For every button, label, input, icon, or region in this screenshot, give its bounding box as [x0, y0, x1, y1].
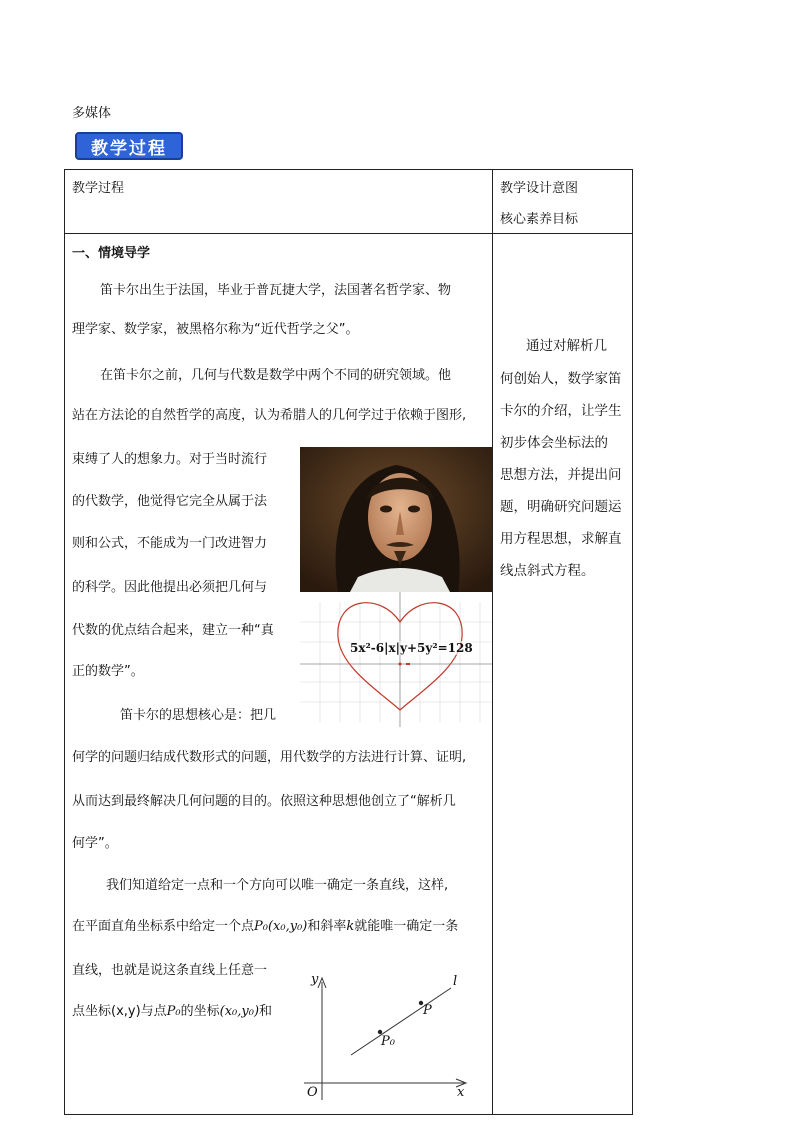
- p2-line4: 的代数学，他觉得它完全从属于法: [72, 494, 268, 509]
- side-line6: 题，明确研究问题运: [500, 499, 622, 515]
- heart-curve-graph: [300, 592, 492, 727]
- p1-line1: 笛卡尔出生于法国，毕业于普瓦捷大学，法国著名哲学家、物: [100, 283, 452, 298]
- p4-line4-text-b: 的坐标: [180, 1004, 220, 1019]
- side-line5: 思想方法，并提出问: [500, 467, 622, 483]
- p4-line4-text-a: 点坐标(x,y)与点: [72, 1004, 167, 1019]
- p3-line1: 笛卡尔的思想核心是：把几: [120, 708, 277, 723]
- p2-line2: 站在方法论的自然哲学的高度，认为希腊人的几何学过于依赖于图形,: [72, 408, 467, 423]
- p2-line6: 的科学。因此他提出必须把几何与: [72, 580, 268, 595]
- p4-line2: [72, 915, 458, 934]
- p4-line2-text-c: 就能唯一确定一条: [354, 919, 459, 934]
- section-title: 一、情境导学: [72, 246, 151, 261]
- p1-line2: 理学家、数学家，被黑格尔称为“近代哲学之父”。: [72, 322, 359, 337]
- slope-k: k: [346, 919, 355, 934]
- y-axis-label: y: [311, 972, 319, 987]
- p4-line1: 我们知道给定一点和一个方向可以唯一确定一条直线，这样,: [106, 878, 449, 893]
- coords-x0-y0: (x₀,y₀): [219, 1004, 260, 1019]
- p2-line8: 正的数学”。: [72, 664, 144, 679]
- side-line3: 卡尔的介绍，让学生: [500, 403, 622, 419]
- p2-line1: 在笛卡尔之前，几何与代数是数学中两个不同的研究领域。他: [100, 368, 452, 383]
- side-line2: 何创始人，数学家笛: [500, 371, 622, 387]
- p2-line7: 代数的优点结合起来，建立一种“真: [72, 623, 274, 638]
- col2-header-line2: 核心素养目标: [500, 212, 579, 227]
- col2-header-line1: 教学设计意图: [500, 181, 579, 196]
- descartes-portrait: [300, 447, 492, 592]
- p2-line3: 束缚了人的想象力。对于当时流行: [72, 452, 268, 467]
- p4-line3: 直线，也就是说这条直线上任意一: [72, 963, 268, 978]
- p3-line2: 何学的问题归结成代数形式的问题，用代数学的方法进行计算、证明,: [72, 750, 467, 765]
- point-p-label: P: [423, 1003, 432, 1018]
- p4-line4-text-c: 和: [259, 1004, 273, 1019]
- point-p0: P₀: [166, 1004, 181, 1019]
- side-line1: 通过对解析几: [526, 338, 607, 354]
- p2-line5: 则和公式，不能成为一门改进智力: [72, 536, 268, 551]
- p3-line4: 何学”。: [72, 836, 118, 851]
- x-axis-label: x: [457, 1085, 465, 1100]
- header-row-divider: [64, 233, 633, 234]
- point-p0-label: P₀: [381, 1034, 395, 1049]
- side-line8: 线点斜式方程。: [500, 563, 595, 579]
- media-label: 多媒体: [72, 106, 112, 121]
- origin-label: O: [307, 1085, 318, 1100]
- line-l: [351, 988, 451, 1055]
- heart-equation: 5x²-6|x|y+5y²=128: [350, 641, 473, 655]
- side-line4: 初步体会坐标法的: [500, 435, 608, 451]
- point-p0-coords: P₀(x₀,y₀): [254, 919, 308, 934]
- p3-line3: 从而达到最终解决几何问题的目的。依照这种思想他创立了“解析几: [72, 794, 456, 809]
- p4-line2-text-a: 在平面直角坐标系中给定一个点: [72, 919, 255, 934]
- line-l-label: l: [453, 974, 458, 989]
- p4-line4: [72, 1000, 272, 1019]
- side-line7: 用方程思想，求解直: [500, 531, 622, 547]
- column-divider: [492, 169, 493, 1115]
- p4-line2-text-b: 和斜率: [307, 919, 347, 934]
- col1-header: 教学过程: [72, 181, 125, 196]
- section-banner: 教学过程: [75, 132, 183, 160]
